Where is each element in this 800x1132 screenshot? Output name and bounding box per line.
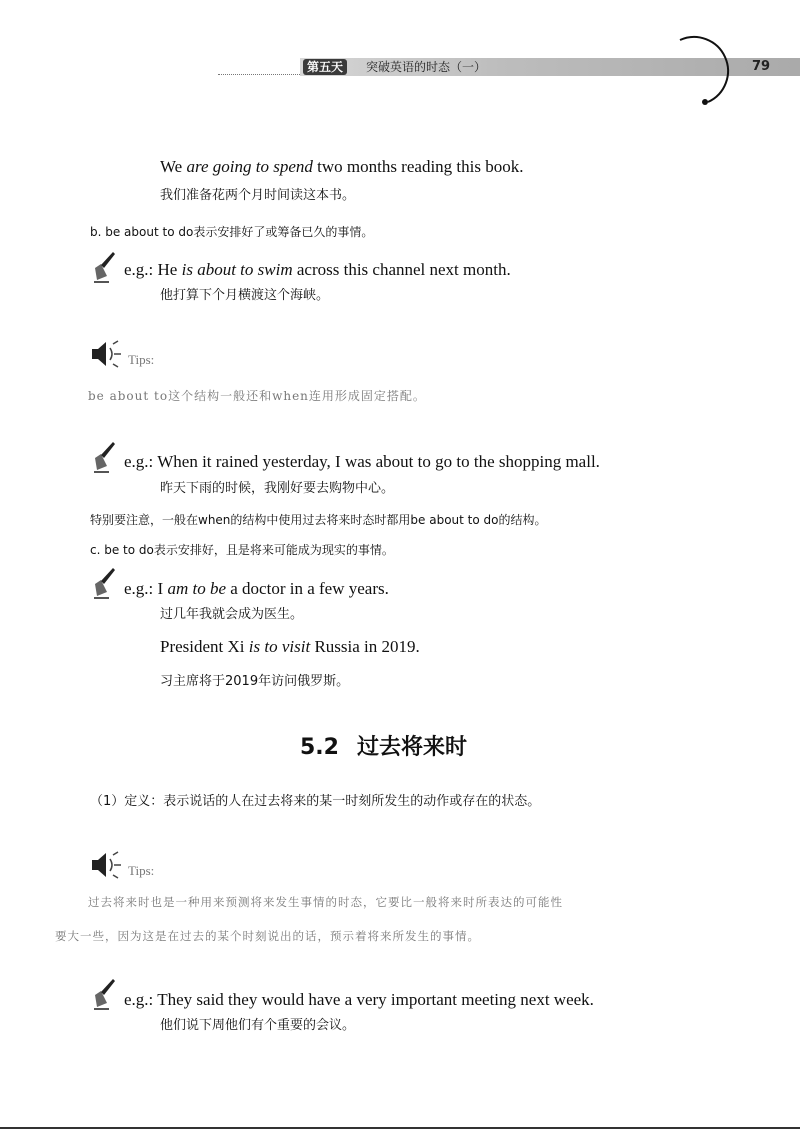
tip-label-2: Tips: (128, 863, 155, 878)
pencil-icon (91, 977, 117, 1011)
pencil-icon (91, 250, 117, 284)
speaker-icon (90, 851, 124, 879)
example-en-3: e.g.: When it rained yesterday, I was about to go to the shopping mall. (124, 452, 600, 471)
section-heading (300, 730, 467, 761)
footer-rule (0, 1127, 800, 1129)
example-zh-5: 习主席将于2019年访问俄罗斯。 (160, 674, 350, 689)
section-title: 过去将来时 (356, 735, 467, 760)
chapter-title: 突破英语的时态（一） (366, 60, 487, 74)
pencil-icon (91, 440, 117, 474)
tip-text-2-line-1: 过去将来时也是一种用来预测将来发生事情的时态，它要比一般将来时所表达的可能性 (88, 895, 563, 909)
point-b: b. be about to do表示安排好了或筹备已久的事情。 (90, 225, 374, 239)
example-zh-3: 昨天下雨的时候，我刚好要去购物中心。 (160, 481, 395, 496)
tip-text-2-line-2: 要大一些，因为这是在过去的某个时刻说出的话，预示着将来所发生的事情。 (55, 929, 480, 943)
example-zh-6: 他们说下周他们有个重要的会议。 (160, 1018, 356, 1033)
example-en-5: President Xi is to visit Russia in 2019. (160, 637, 420, 656)
example-zh-4: 过几年我就会成为医生。 (160, 607, 304, 622)
note-line: 特别要注意，一般在when的结构中使用过去将来时态时都用be about to do的结构。 (90, 513, 547, 527)
section-number: 5.2 (300, 735, 339, 760)
example-en-1: We are going to spend two months reading this book. (160, 157, 524, 176)
example-en-6: e.g.: They said they would have a very important meeting next week. (124, 990, 594, 1009)
page-number: 79 (752, 59, 771, 74)
definition-line: （1）定义：表示说话的人在过去将来的某一时刻所发生的动作或存在的状态。 (90, 794, 541, 809)
tip-label-1: Tips: (128, 352, 155, 367)
pencil-icon (91, 566, 117, 600)
example-en-4: e.g.: I am to be a doctor in a few years. (124, 579, 389, 598)
header-arc-ornament (660, 28, 750, 108)
tip-text-1: be about to这个结构一般还和when连用形成固定搭配。 (88, 389, 426, 403)
example-en-2: e.g.: He is about to swim across this channel next month. (124, 260, 511, 279)
day-badge: 第五天 (303, 59, 347, 75)
example-zh-1: 我们准备花两个月时间读这本书。 (160, 188, 356, 203)
speaker-icon (90, 340, 124, 368)
example-zh-2: 他打算下个月横渡这个海峡。 (160, 288, 330, 303)
point-c: c. be to do表示安排好，且是将来可能成为现实的事情。 (90, 543, 394, 557)
